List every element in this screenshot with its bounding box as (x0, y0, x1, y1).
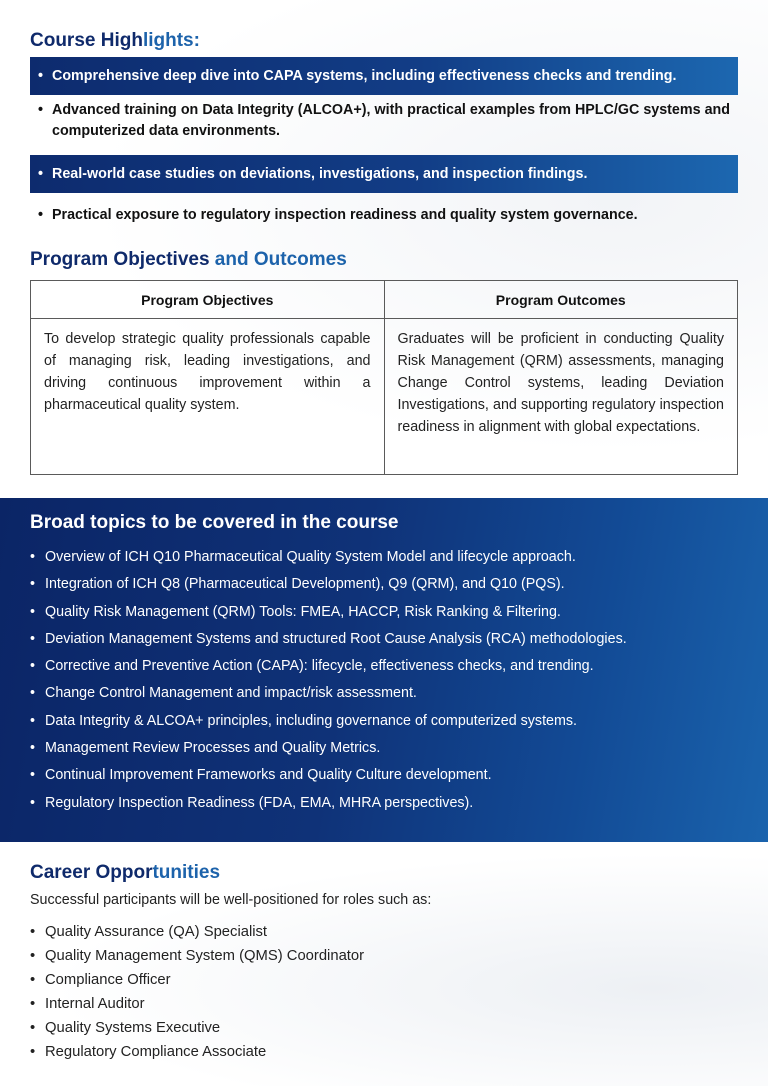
list-item: • Quality Systems Executive (30, 1016, 364, 1040)
highlight-item-1: • Comprehensive deep dive into CAPA systems, including effectiveness checks and trending. (30, 57, 738, 95)
bullet-icon: • (38, 67, 44, 84)
list-item: • Management Review Processes and Quality Metrics. (30, 735, 627, 762)
course-highlights-heading: Course Highlights: (30, 30, 200, 51)
outcomes-cell: Graduates will be proficient in conducting Quality Risk Management (QRM) assessments, managing Change Control systems, leading Deviation Investigations, and supporting regulatory inspection readiness in alignment with global expectations. (384, 319, 738, 475)
list-item: • Change Control Management and impact/risk assessment. (30, 680, 627, 707)
table-row (31, 319, 738, 475)
bullet-icon: • (38, 165, 44, 182)
objectives-column-header: Program Objectives (31, 281, 385, 319)
bullet-icon: • (38, 102, 44, 118)
list-item: • Continual Improvement Frameworks and Quality Culture development. (30, 762, 627, 789)
table-header-row (31, 281, 738, 319)
career-list (30, 920, 364, 1064)
list-item: • Quality Risk Management (QRM) Tools: FMEA, HACCP, Risk Ranking & Filtering. (30, 599, 627, 626)
topics-list (30, 544, 627, 817)
list-item: • Overview of ICH Q10 Pharmaceutical Quality System Model and lifecycle approach. (30, 544, 627, 571)
highlight-item-4: • Practical exposure to regulatory inspection readiness and quality system governance. (30, 205, 738, 227)
list-item: • Compliance Officer (30, 968, 364, 992)
list-item: • Quality Assurance (QA) Specialist (30, 920, 364, 944)
list-item: • Regulatory Inspection Readiness (FDA, EMA, MHRA perspectives). (30, 790, 627, 817)
outcomes-column-header: Program Outcomes (384, 281, 738, 319)
list-item: • Deviation Management Systems and structured Root Cause Analysis (RCA) methodologies. (30, 626, 627, 653)
bullet-icon: • (38, 207, 44, 223)
topics-section (0, 498, 768, 842)
objectives-table (30, 280, 738, 475)
objectives-heading: Program Objectives and Outcomes (30, 249, 347, 270)
highlight-item-3: • Real-world case studies on deviations, investigations, and inspection findings. (30, 155, 738, 193)
career-intro: Successful participants will be well-positioned for roles such as: (30, 892, 432, 908)
career-heading: Career Opportunities (30, 862, 221, 883)
list-item: • Quality Management System (QMS) Coordinator (30, 944, 364, 968)
list-item: • Corrective and Preventive Action (CAPA): lifecycle, effectiveness checks, and trending. (30, 653, 627, 680)
topics-heading: Broad topics to be covered in the course (30, 512, 399, 533)
list-item: • Integration of ICH Q8 (Pharmaceutical Development), Q9 (QRM), and Q10 (PQS). (30, 571, 627, 598)
list-item: • Internal Auditor (30, 992, 364, 1016)
list-item: • Data Integrity & ALCOA+ principles, including governance of computerized systems. (30, 708, 627, 735)
highlight-item-2: • Advanced training on Data Integrity (ALCOA+), with practical examples from HPLC/GC systems and computerized data environments. (38, 102, 730, 139)
objectives-cell: To develop strategic quality professionals capable of managing risk, leading investigations, and driving continuous improvement within a pharmaceutical quality system. (31, 319, 385, 475)
list-item: • Regulatory Compliance Associate (30, 1040, 364, 1064)
